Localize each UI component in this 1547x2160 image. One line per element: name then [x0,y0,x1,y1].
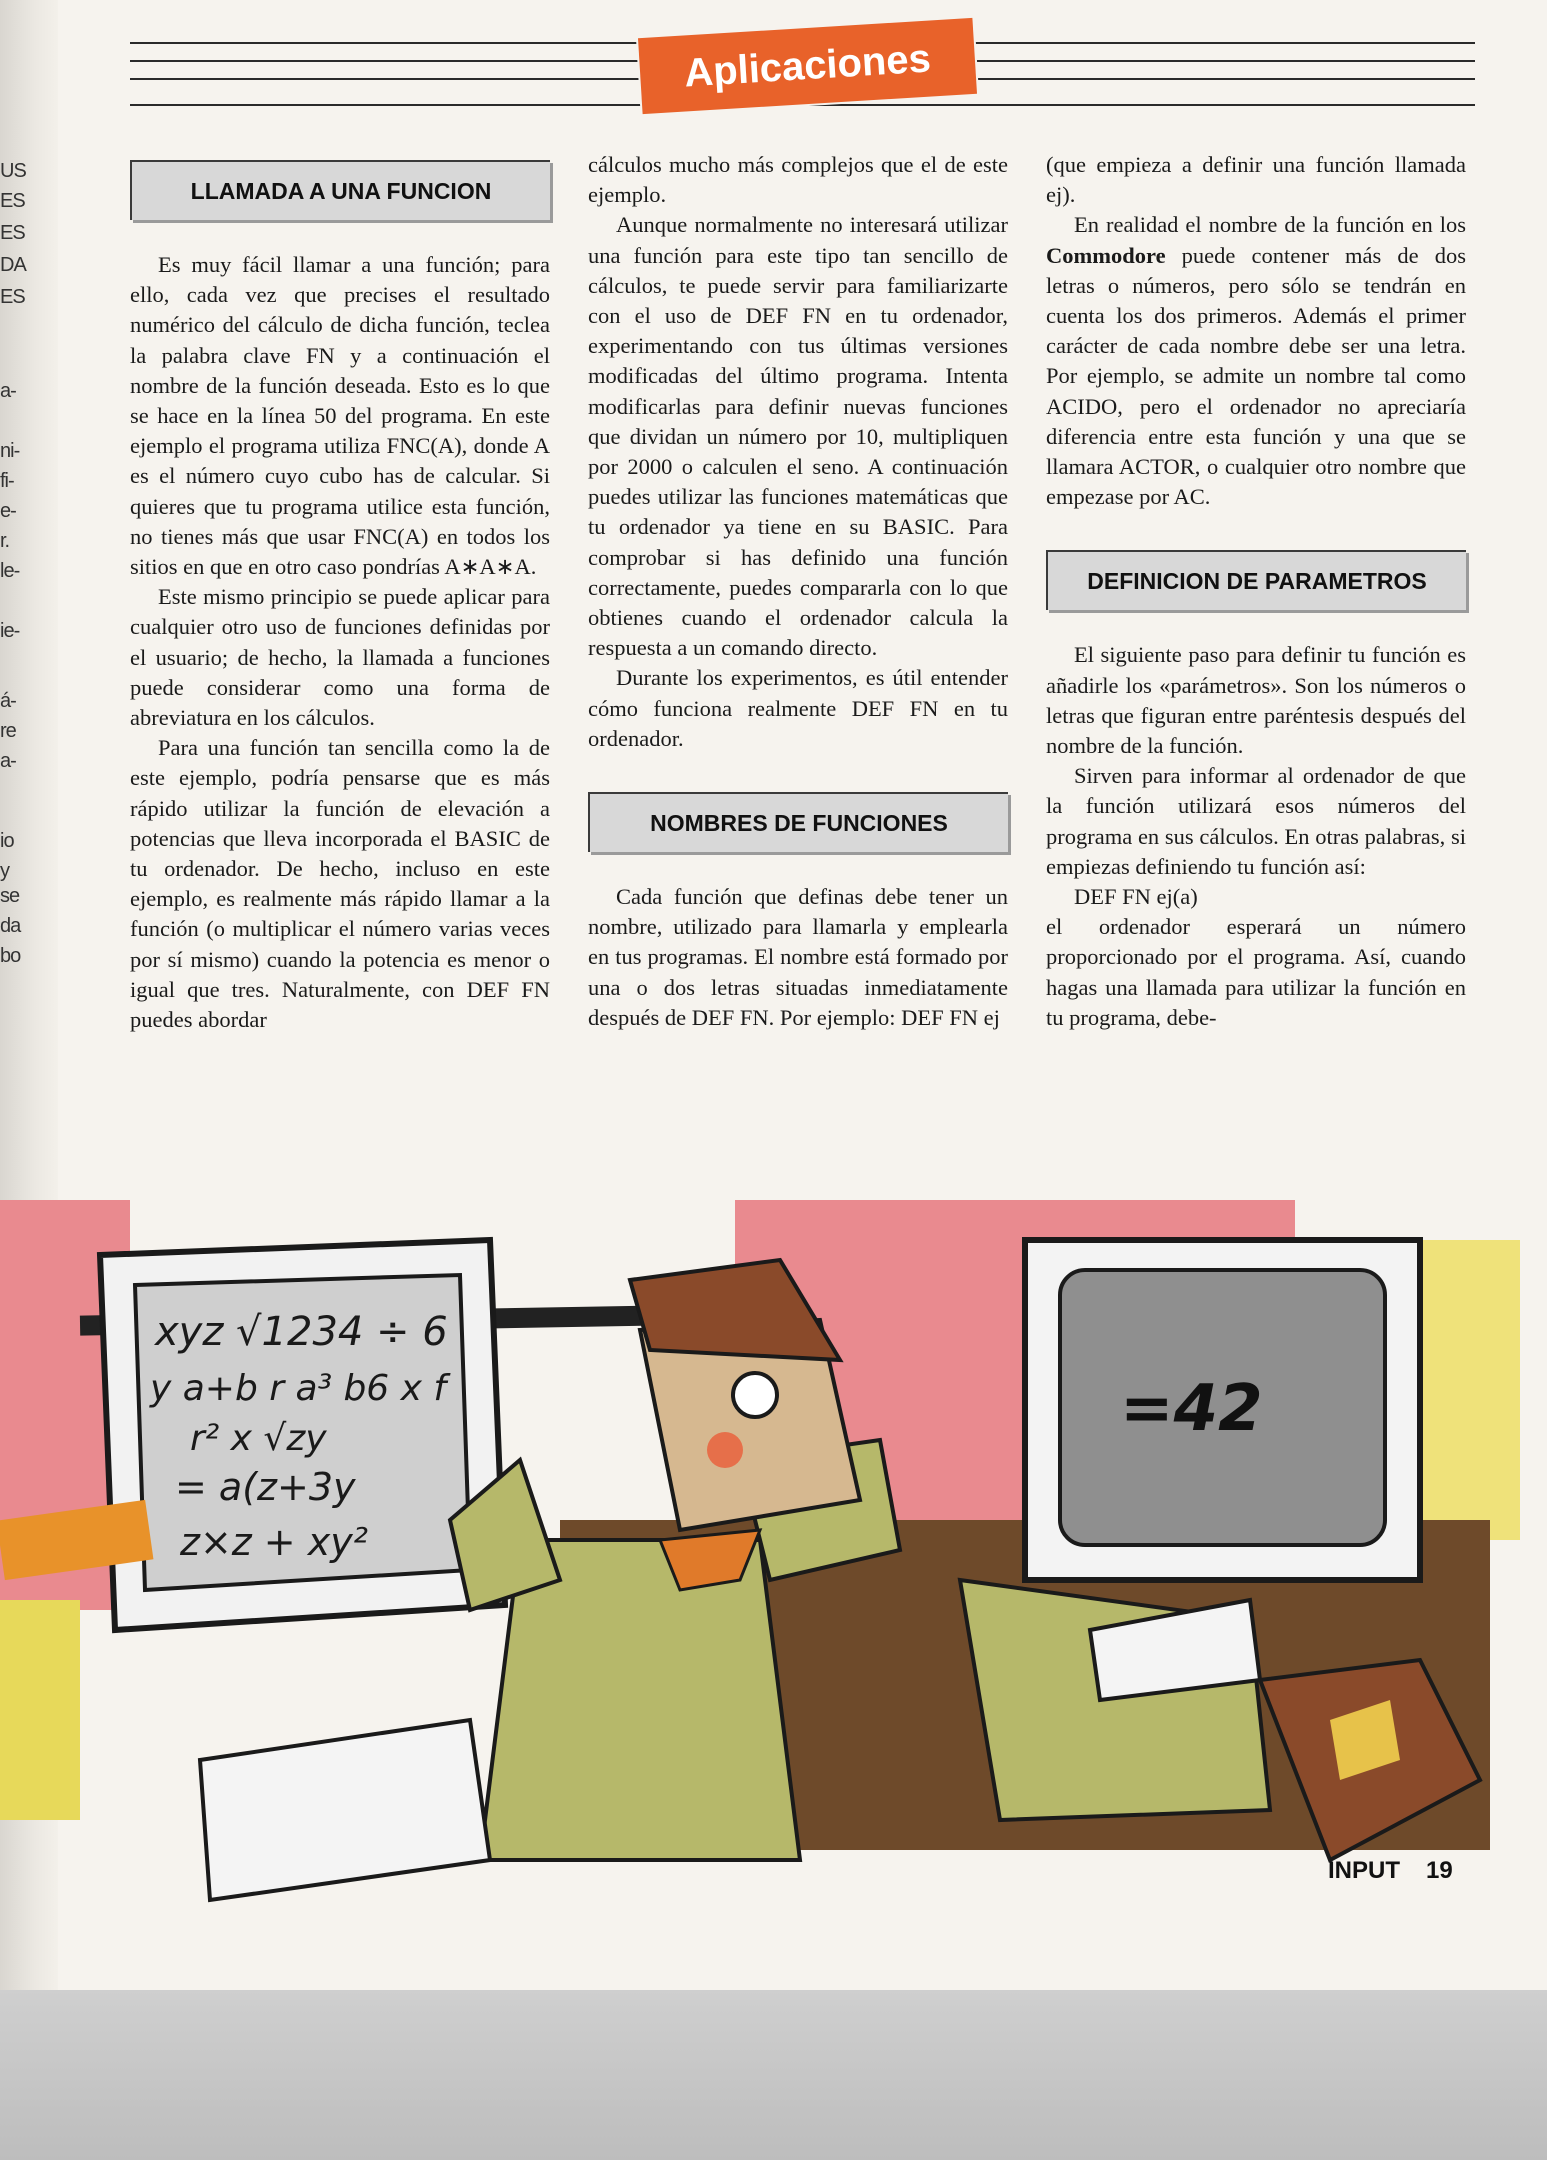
paragraph: Durante los experimentos, es útil entender cómo funciona realmente DEF FN en tu ordenador. [588,665,1008,751]
paragraph: el ordenador esperará un número proporcionado por el programa. Así, cuando hagas una llamada para utilizar la función en tu programa, debe- [1046,914,1466,1030]
screen-line-2: y a+b r a³ b6 x f [150,1368,447,1409]
paragraph [1046,210,1466,512]
screen-line-1: xyz √1234 ÷ 6 [155,1309,448,1355]
edge-fragment: io [0,830,14,852]
heading-parametros: DEFINICION DE PARAMETROS [1046,550,1466,610]
edge-fragment: ES [0,190,25,212]
paragraph: Para una función tan sencilla como la de este ejemplo, podría pensarse que es más rápido utilizar la función de elevación a potencias que lleva incorporada el BASIC de tu ordenador. De hecho, incluso en este ejemplo, es realmente más rápido llamar a la función (o multiplicar el número varias veces por sí mismo) cuando la potencia es menor o igual que tres. Naturalmente, con DEF FN puedes abordar [130,735,550,1033]
paragraph: cálculos mucho más complejos que el de este ejemplo. [588,152,1008,208]
paragraph: Cada función que definas debe tener un nombre, utilizado para llamarla y emplearla en tus programas. El nombre está formado por una o dos letras situadas inmediatamente después de DEF FN. Por ejemplo: DEF FN ej [588,884,1008,1030]
section-title: Aplicaciones [682,36,932,95]
paragraph: (que empieza a definir una función llamada ej). [1046,152,1466,208]
right-monitor [1025,1240,1420,1580]
heading-nombres: NOMBRES DE FUNCIONES [588,792,1008,852]
edge-fragment: á- [0,690,16,712]
screen-line-3: r² x √zy [190,1418,327,1459]
edge-fragment: y [0,860,9,882]
edge-fragment: ie- [0,620,20,642]
column-2 [588,150,1008,1033]
keyboard-left [200,1720,490,1900]
magazine-name: INPUT [1328,1857,1400,1884]
screen-line-5: z×z + xy² [180,1520,368,1564]
edge-fragment: US [0,160,26,182]
bold-term: Commodore [1046,242,1166,268]
left-monitor [100,1240,505,1630]
edge-fragment: ES [0,222,25,244]
edge-fragment: a- [0,750,16,772]
edge-fragment: re [0,720,16,742]
text-run: puede contener más de dos letras o números, pero sólo se tendrán en cuenta los dos primeros. Además el primer carácter de cada nombre debe ser una letra. Por ejemplo, se admite un nombre tal como ACIDO, pero el ordenador no apreciaría diferencia entre esta función y una que se llamara ACTOR, o cualquier otro nombre que empezase por AC. [1046,242,1466,510]
edge-fragment: ES [0,286,25,308]
edge-fragment: fi- [0,470,14,492]
code-line: DEF FN ej(a) [1074,884,1198,910]
scan-background [0,1990,1547,2160]
edge-fragment: se [0,885,20,907]
edge-fragment: r. [0,530,10,552]
column-3 [1046,150,1466,1033]
paragraph: Sirven para informar al ordenador de que la función utilizará esos números del programa en sus cálculos. En otras palabras, si empiezas definiendo tu función así: [1046,763,1466,879]
page-footer [1328,1857,1453,1885]
illustration [0,1160,1547,2000]
edge-fragment: le- [0,560,20,582]
screen-line-4: = a(z+3y [175,1465,356,1509]
edge-fragment: da [0,915,21,937]
edge-fragment: DA [0,254,26,276]
paragraph: El siguiente paso para definir tu función es añadirle los «parámetros». Son los números o letras que figuran entre paréntesis después del nombre de la función. [1046,642,1466,759]
edge-fragment: e- [0,500,16,522]
edge-fragment: a- [0,380,16,402]
edge-fragment: bo [0,945,21,967]
screen-result: =42 [1120,1372,1263,1446]
paragraph: Este mismo principio se puede aplicar para cualquier otro uso de funciones definidas por el usuario; de hecho, la llamada a funciones puede considerar como una forma de abreviatura en los cálculos. [130,584,550,731]
edge-fragment: ni- [0,440,20,462]
text-run: En realidad el nombre de la función en los [1074,212,1466,238]
paragraph: Aunque normalmente no interesará utilizar una función para este tipo tan sencillo de cálculos, te puede servir para familiarizarte con el uso de DEF FN en tu ordenador, experimentando con tus últimas versiones modificadas del último programa. Intenta modificarlas para definir nuevas funciones que dividan un número por 10, multipliquen por 2000 o calculen el seno. A continuación puedes utilizar las funciones matemáticas que tu ordenador ya tiene en su BASIC. Para comprobar si has definido una función correctamente, puedes compararla con lo que obtienes cuando el ordenador calcula la respuesta a un comando directo. [588,212,1008,661]
column-1 [130,160,550,1035]
paragraph: Es muy fácil llamar a una función; para ello, cada vez que precises el resultado numérico del cálculo de dicha función, teclea la palabra clave FN y a continuación el nombre de la función deseada. Esto es lo que se hace en la línea 50 del programa. En este ejemplo el programa utiliza FNC(A), donde A es el número cuyo cubo has de calcular. Si quieres que tu programa utilice esta función, no tienes más que usar FNC(A) en todos los sitios en que en otro caso pondrías A∗A∗A. [130,252,550,580]
yellow-panel [0,1600,80,1820]
heading-llamada: LLAMADA A UNA FUNCION [130,160,550,220]
page-number: 19 [1426,1857,1453,1884]
